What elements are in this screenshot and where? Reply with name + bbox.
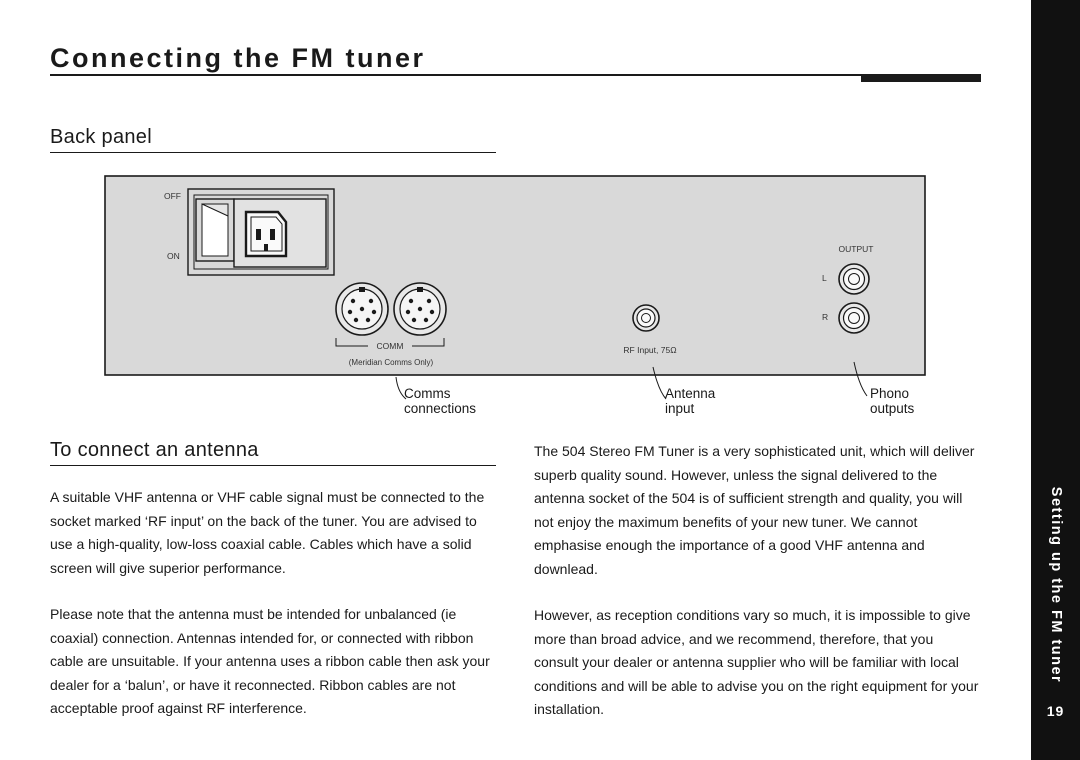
title-rule	[50, 74, 981, 76]
back-panel-diagram	[100, 170, 930, 430]
phono-left-socket-icon	[839, 264, 869, 294]
page-title: Connecting the FM tuner	[50, 43, 426, 73]
title-rule-accent	[861, 76, 981, 82]
comm-note: (Meridian Comms Only)	[348, 358, 434, 367]
back-panel-heading-rule	[50, 152, 496, 153]
din-socket-icon	[336, 283, 388, 335]
right-column	[534, 440, 980, 722]
switch-off-label: OFF	[164, 191, 181, 201]
left-column	[50, 486, 496, 721]
paragraph: The 504 Stereo FM Tuner is a very sophisticated unit, which will deliver superb quality sound. However, unless the signal delivered to the antenna socket of the 504 is of sufficient strength and quality, you will not enjoy the maximum benefits of your new tuner. We cannot emphasise enough the importance of a good VHF antenna and downlead.	[534, 443, 975, 577]
din-socket-icon	[394, 283, 446, 335]
comm-label: COMM	[376, 341, 404, 351]
output-right-label: R	[822, 312, 829, 322]
page-number: 19	[1046, 703, 1065, 719]
antenna-section-heading-rule	[50, 465, 496, 466]
sidebar-section-label: Setting up the FM tuner	[1048, 486, 1064, 684]
antenna-section-heading: To connect an antenna	[50, 439, 259, 461]
rf-input-label: RF Input, 75Ω	[623, 345, 677, 355]
output-left-label: L	[822, 273, 827, 283]
paragraph: However, as reception conditions vary so much, it is impossible to give more than broad advice, and we recommend, therefore, that you consult your dealer or antenna supplier who will be familiar with local conditions and will be able to advise you on the right equipment for your installation.	[534, 607, 979, 717]
back-panel-heading: Back panel	[50, 126, 152, 148]
switch-on-label: ON	[167, 251, 180, 261]
phono-right-socket-icon	[839, 303, 869, 333]
output-label: OUTPUT	[838, 244, 874, 254]
power-module	[164, 189, 334, 275]
antenna-callout: Antenna input	[665, 386, 716, 416]
paragraph: A suitable VHF antenna or VHF cable signal must be connected to the socket marked ‘RF input’ on the back of the tuner. You are advised to use a high-quality, low-loss coaxial cable. Cables which have a solid screen will give superior performance.	[50, 489, 485, 576]
comms-callout: Comms connections	[404, 386, 477, 416]
paragraph: Please note that the antenna must be intended for unbalanced (ie coaxial) connection. Antennas intended for, or connected with ribbon cable are unsuitable. If your antenna uses a ribbon cable then ask your dealer for a ‘balun’, or have it reconnected. Ribbon cables are not acceptable proof against RF interference.	[50, 606, 490, 716]
phono-callout: Phono outputs	[870, 386, 915, 416]
rf-input-socket-icon	[633, 305, 659, 331]
